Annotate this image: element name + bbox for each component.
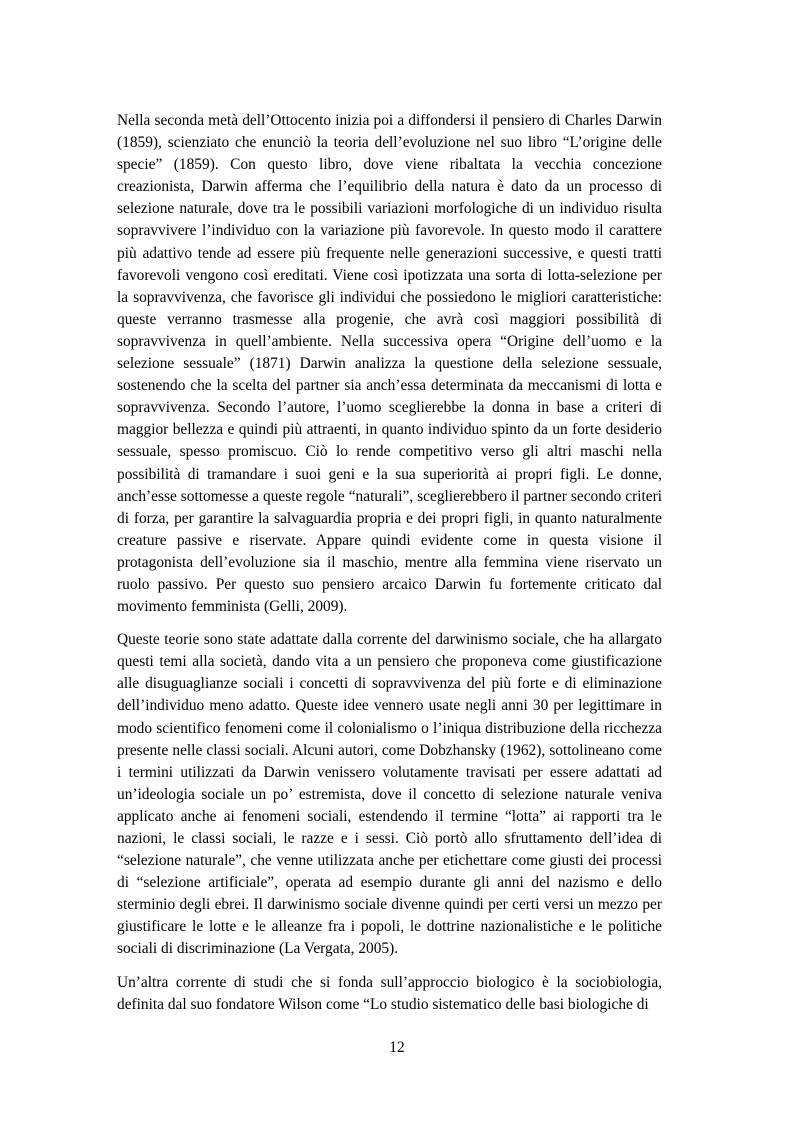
body-text	[117, 110, 662, 1027]
paragraph-social-darwinism: Queste teorie sono state adattate dalla corrente del darwinismo sociale, che ha allargato questi temi alla società, dando vita a un pensiero che proponeva come giustificazione alle disuguaglianze sociali i concetti di sopravvivenza del più forte e di eliminazione dell’individuo meno adatto. Queste idee vennero usate negli anni 30 per legittimare in modo scientifico fenomeni come il colonialismo o l’iniqua distribuzione della ricchezza presente nelle classi sociali. Alcuni autori, come Dobzhansky (1962), sottolineano come i termini utilizzati da Darwin venissero volutamente travisati per essere adattati ad un’ideologia sociale un po’ estremista, dove il concetto di selezione naturale veniva applicato anche ai fenomeni sociali, estendendo il termine “lotta” ai rapporti tra le nazioni, le classi sociali, le razze e i sessi. Ciò portò allo sfruttamento dell’idea di “selezione naturale”, che venne utilizzata anche per etichettare come giusti dei processi di “selezione artificiale”, operata ad esempio durante gli anni del nazismo e dello sterminio degli ebrei. Il darwinismo sociale divenne quindi per certi versi un mezzo per giustificare le lotte e le alleanze fra i popoli, le dottrine nazionalistiche e le politiche sociali di discriminazione (La Vergata, 2005).	[117, 631, 662, 958]
page-number: 12	[389, 1039, 405, 1056]
paragraph-darwin: Nella seconda metà dell’Ottocento inizia poi a diffondersi il pensiero di Charles Darwin (1859), scienziato che enunciò la teoria dell’evoluzione nel suo libro “L’origine delle specie” (1859). Con questo libro, dove viene ribaltata la vecchia concezione creazionista, Darwin afferma che l’equilibrio della natura è dato da un processo di selezione naturale, dove tra le possibili variazioni morfologiche di un individuo risulta sopravvivere l’individuo con la variazione più favorevole. In questo modo il carattere più adattivo tende ad essere più frequente nelle generazioni successive, e questi tratti favorevoli vengono così ereditati. Viene così ipotizzata una sorta di lotta-selezione per la sopravvivenza, che favorisce gli individui che possiedono le migliori caratteristiche: queste verranno trasmesse alla progenie, che avrà così maggiori possibilità di sopravvivenza in quell’ambiente. Nella successiva opera “Origine dell’uomo e la selezione sessuale” (1871) Darwin analizza la questione della selezione sessuale, sostenendo che la scelta del partner sia anch’essa determinata da meccanismi di lotta e sopravvivenza. Secondo l’autore, l’uomo sceglierebbe la donna in base a criteri di maggior bellezza e quindi più attraenti, in quanto individuo spinto da un forte desiderio sessuale, spesso promiscuo. Ciò lo rende competitivo verso gli altri maschi nella possibilità di tramandare i suoi geni e la sua superiorità ai propri figli. Le donne, anch’esse sottomesse a queste regole “naturali”, sceglierebbero il partner secondo criteri di forza, per garantire la salvaguardia propria e dei propri figli, in quanto naturalmente creature passive e riservate. Appare quindi evidente come in questa visione il protagonista dell’evoluzione sia il maschio, mentre alla femmina viene riservato un ruolo passivo. Per questo suo pensiero arcaico Darwin fu fortemente criticato dal movimento femminista (Gelli, 2009).	[117, 112, 662, 616]
paragraph-sociobiology: Un’altra corrente di studi che si fonda sull’approccio biologico è la sociobiologia, definita dal suo fondatore Wilson come “Lo studio sistematico delle basi biologiche di	[117, 973, 662, 1013]
